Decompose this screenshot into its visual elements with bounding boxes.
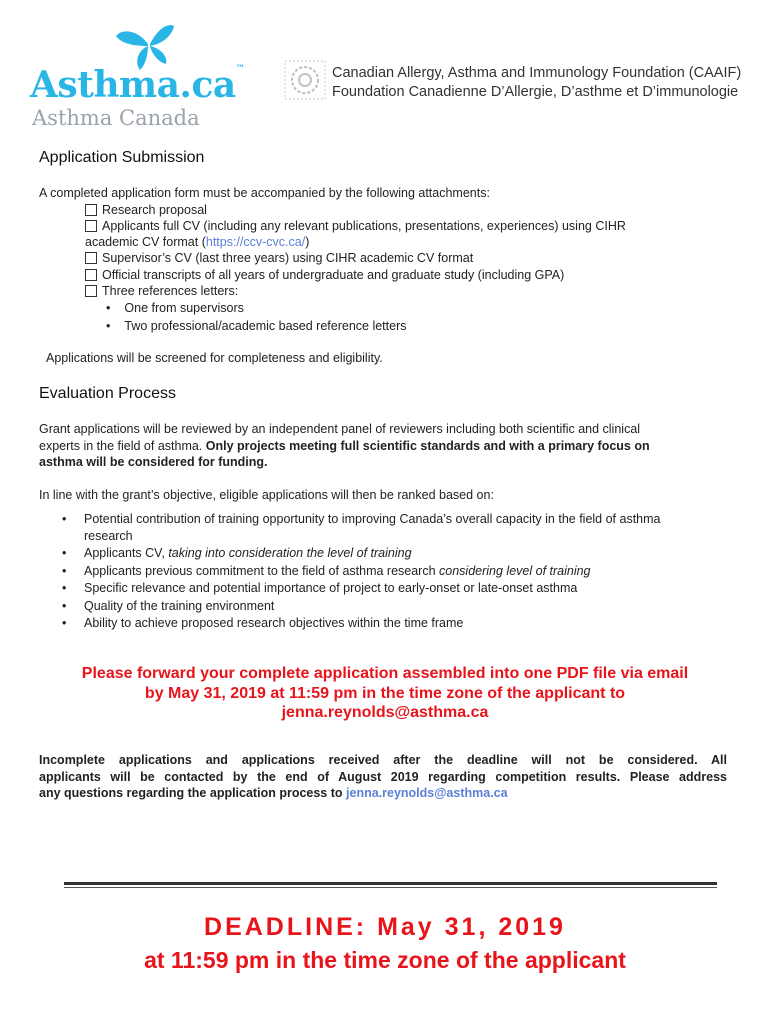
- checklist-item-cv: Applicants full CV (including any relevant publications, presentations, experiences) using CIHR: [85, 218, 725, 235]
- checklist-item-transcripts: Official transcripts of all years of undergraduate and graduate study (including GPA): [85, 267, 564, 284]
- submission-intro: A completed application form must be accompanied by the following attachments:: [39, 186, 490, 200]
- checkbox[interactable]: [85, 269, 97, 281]
- foundation-name-en: Canadian Allergy, Asthma and Immunology Foundation (CAAIF): [332, 65, 742, 81]
- list-item: • Quality of the training environment: [62, 598, 275, 613]
- caaif-emblem: [284, 60, 326, 100]
- list-item: • Applicants previous commitment to the field of asthma research considering level of training: [62, 563, 591, 578]
- checklist-item-supervisor-cv: Supervisor’s CV (last three years) using CIHR academic CV format: [85, 250, 473, 267]
- deadline-banner: [0, 910, 770, 976]
- forward-email[interactable]: jenna.reynolds@asthma.ca: [281, 704, 489, 721]
- list-item: • Applicants CV, taking into consideration the level of training: [62, 546, 412, 560]
- deadline-time: at 11:59 pm in the time zone of the applicant: [144, 947, 626, 973]
- evaluation-heading: Evaluation Process: [39, 385, 176, 402]
- ranking-intro: In line with the grant’s objective, eligible applications will then be ranked based on:: [39, 488, 494, 502]
- bullet: •: [106, 301, 111, 315]
- checkbox[interactable]: [85, 252, 97, 264]
- checkbox[interactable]: [85, 204, 97, 216]
- list-item: • Potential contribution of training opportunity to improving Canada’s overall capacity in the field of asthma research: [62, 512, 661, 543]
- asthma-logo: [30, 22, 245, 132]
- list-item: • Specific relevance and potential importance of project to early-onset or late-onset asthma: [62, 581, 578, 595]
- checklist-item-references: Three references letters:: [85, 283, 238, 300]
- bullet: •: [106, 319, 111, 333]
- screened-note: Applications will be screened for completeness and eligibility.: [46, 351, 383, 365]
- checklist-item-proposal: Research proposal: [85, 202, 207, 219]
- ranking-list: [62, 511, 742, 632]
- incomplete-notice: Incomplete applications and applications received after the deadline will not be considered. All applicants will be contacted by the end of August 2019 regarding competition results. Please address any questions regarding the application process to jenna.reynolds@asthma.ca: [39, 753, 727, 800]
- evaluation-paragraph: Grant applications will be reviewed by an independent panel of reviewers including both scientific and clinical experts in the field of asthma. Only projects meeting full scientific standards and with a primary focus on asthma will be considered for funding.: [39, 422, 650, 469]
- submission-heading: Application Submission: [39, 149, 205, 166]
- checkbox[interactable]: [85, 285, 97, 297]
- checklist-item-cv-cont: academic CV format (https://ccv-cvc.ca/): [85, 235, 310, 249]
- ccv-link[interactable]: https://ccv-cvc.ca/: [205, 235, 306, 249]
- logo-name: Asthma.ca: [30, 64, 236, 106]
- divider: [64, 882, 717, 885]
- reference-subitem: • One from supervisors: [106, 301, 244, 315]
- divider-thin: [64, 887, 717, 888]
- deadline-date: DEADLINE: May 31, 2019: [204, 913, 566, 941]
- contact-email-link[interactable]: jenna.reynolds@asthma.ca: [346, 786, 508, 800]
- checkbox[interactable]: [85, 220, 97, 232]
- list-item: • Ability to achieve proposed research objectives within the time frame: [62, 616, 464, 630]
- forward-notice: Please forward your complete application assembled into one PDF file via email by May 31, 2019 at 11:59 pm in the time zone of the applicant to jenna.reynolds@asthma.ca: [0, 664, 770, 723]
- logo-subtitle: Asthma Canada: [32, 106, 200, 130]
- reference-subitem: • Two professional/academic based reference letters: [106, 319, 407, 333]
- foundation-name-fr: Foundation Canadienne D’Allergie, D’asthme et D’immunologie: [332, 84, 739, 100]
- logo-trademark: ™: [235, 64, 245, 74]
